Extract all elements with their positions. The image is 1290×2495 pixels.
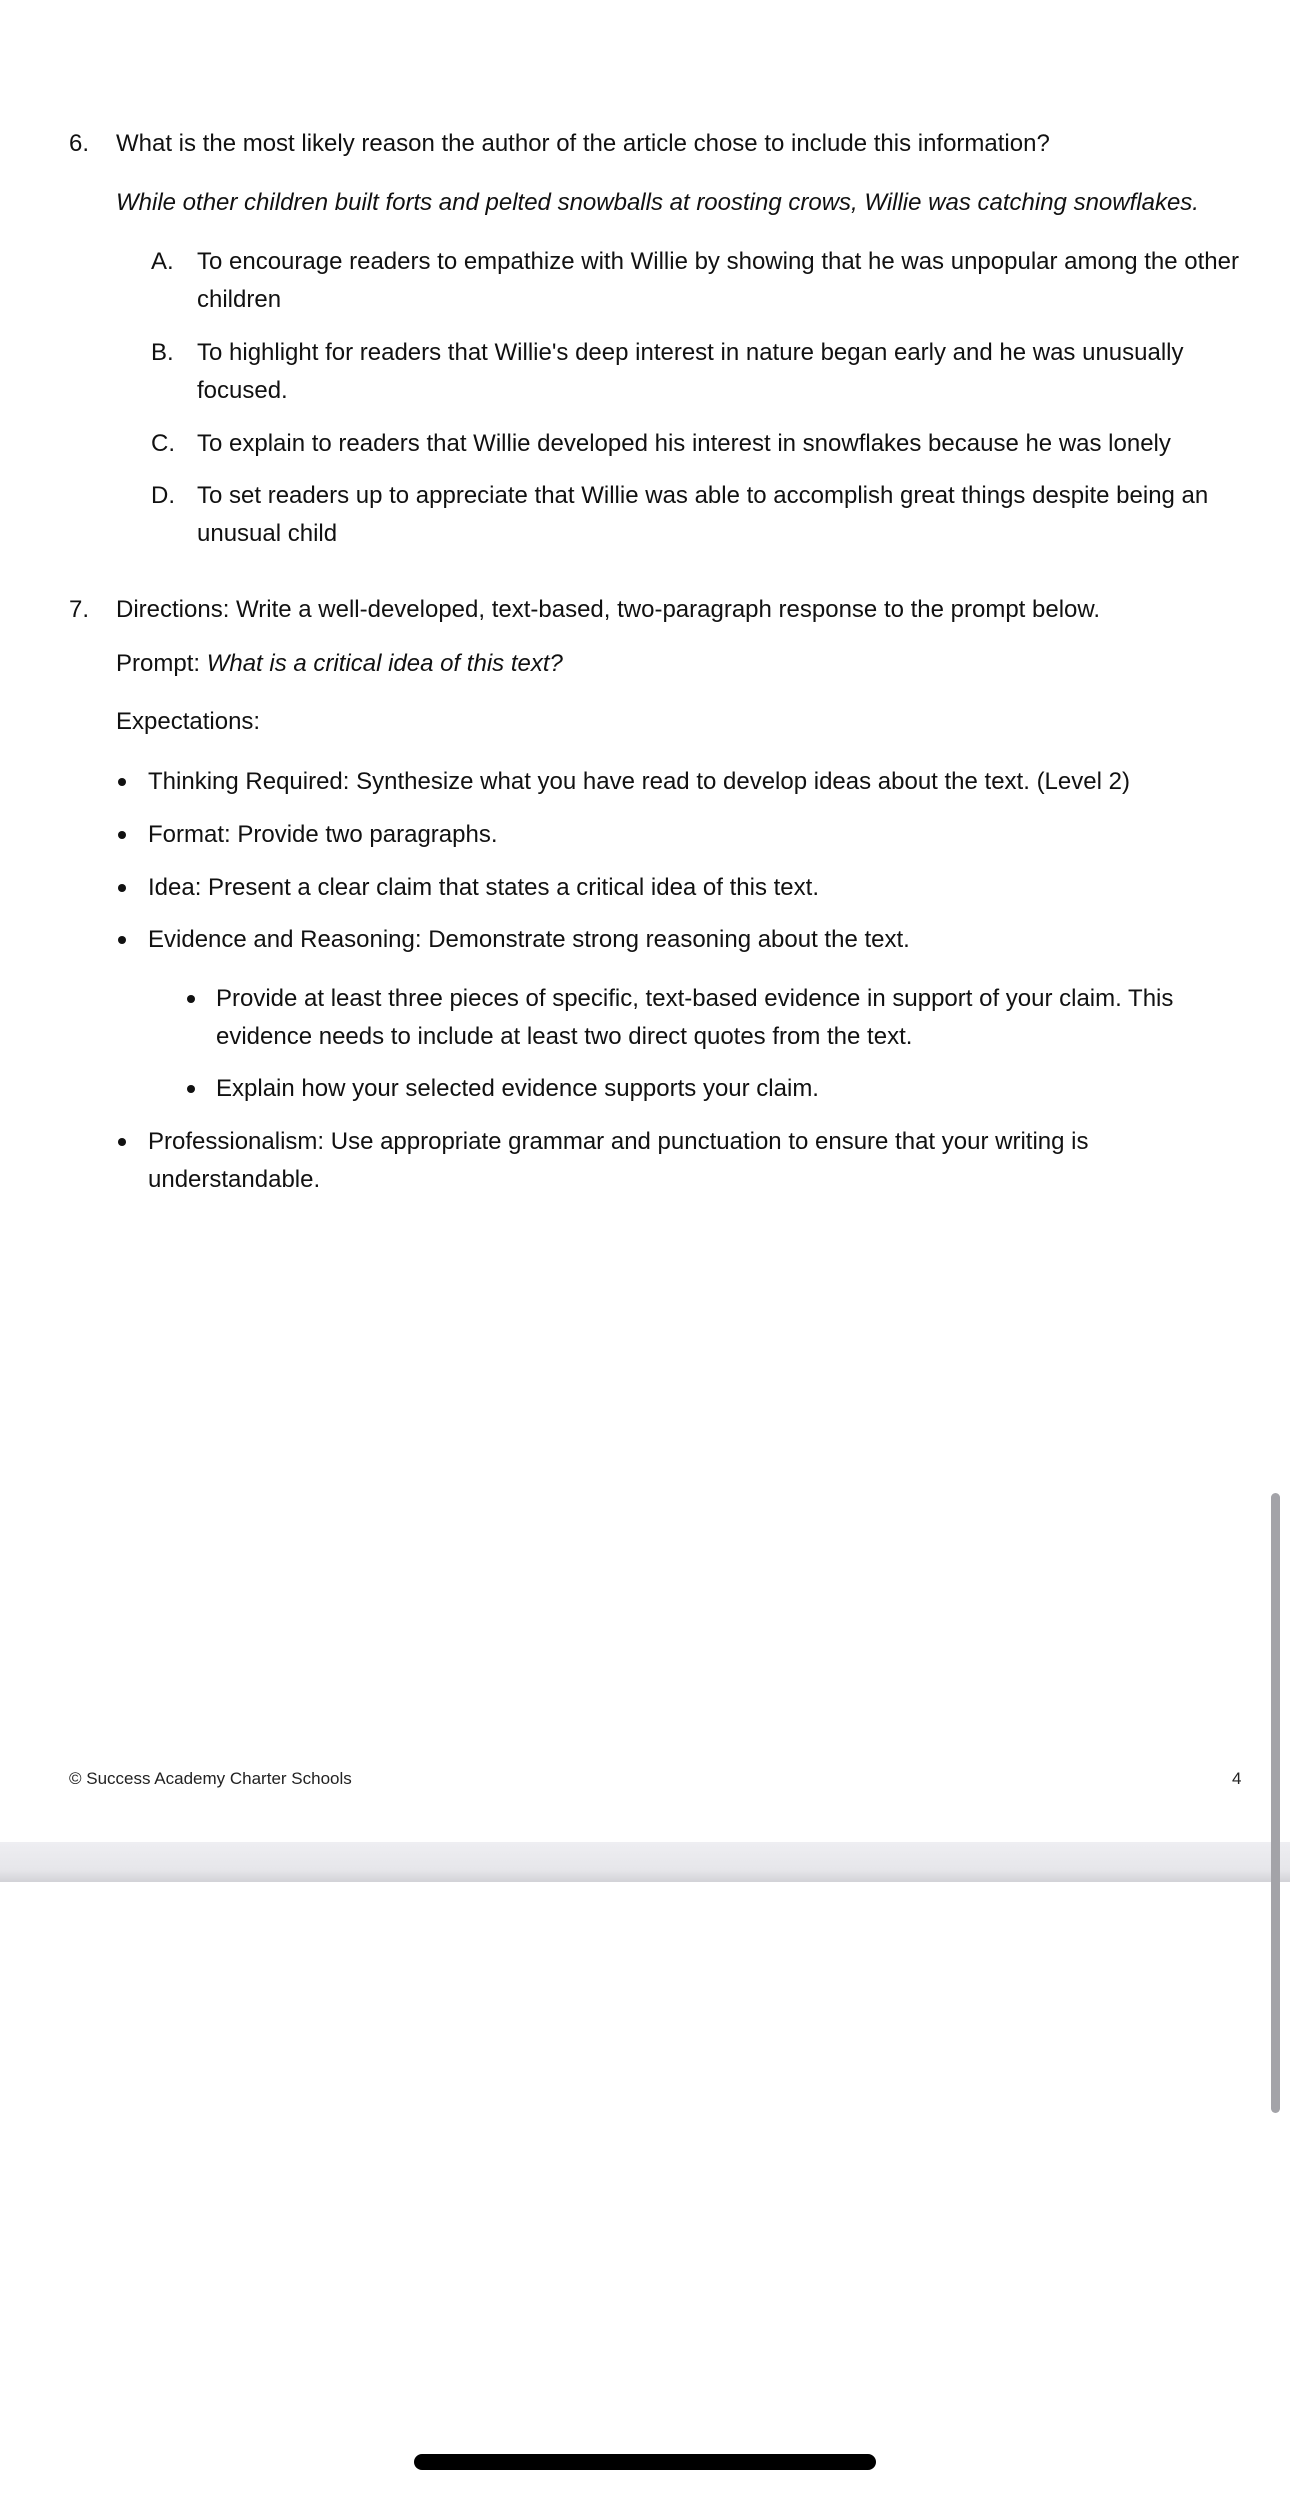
footer-copyright: © Success Academy Charter Schools [69, 1769, 352, 1788]
option-c-letter: C. [151, 430, 175, 457]
question-7-directions: Directions: Write a well-developed, text-based, two-paragraph response to the prompt below. [116, 596, 1101, 623]
sub-bullet-icon [187, 1085, 195, 1093]
prompt-text: What is a critical idea of this text? [206, 650, 563, 677]
option-d-text: To set readers up to appreciate that Willie was able to accomplish great things despite being an [197, 482, 1209, 509]
bullet-icon [118, 936, 126, 944]
bullet-icon [118, 884, 126, 892]
option-a-text-cont: children [197, 286, 282, 313]
expectation-format: Format: Provide two paragraphs. [148, 821, 498, 848]
question-6-text: What is the most likely reason the author of the article chose to include this information? [116, 130, 1050, 157]
sub-expectation-evidence-cont: evidence needs to include at least two direct quotes from the text. [216, 1023, 913, 1050]
expectation-evidence: Evidence and Reasoning: Demonstrate strong reasoning about the text. [148, 926, 910, 953]
option-b-text: To highlight for readers that Willie's deep interest in nature began early and he was unusually [197, 339, 1184, 366]
bullet-icon [118, 778, 126, 786]
page-separator [0, 1842, 1290, 1882]
sub-expectation-explain: Explain how your selected evidence supports your claim. [216, 1075, 819, 1102]
option-a-text: To encourage readers to empathize with Willie by showing that he was unpopular among the other [197, 248, 1239, 275]
expectation-idea: Idea: Present a clear claim that states a critical idea of this text. [148, 874, 819, 901]
question-6-quote: While other children built forts and pelted snowballs at roosting crows, Willie was catching snowflakes. [116, 189, 1199, 216]
expectation-thinking: Thinking Required: Synthesize what you have read to develop ideas about the text. (Level 2) [148, 768, 1130, 795]
question-6-number: 6. [69, 130, 90, 157]
sub-bullet-icon [187, 995, 195, 1003]
bullet-icon [118, 1138, 126, 1146]
expectation-professionalism: Professionalism: Use appropriate grammar and punctuation to ensure that your writing is [148, 1128, 1089, 1155]
scrollbar[interactable] [1271, 1493, 1280, 2113]
option-a-letter: A. [151, 248, 174, 275]
option-c-text: To explain to readers that Willie developed his interest in snowflakes because he was lonely [197, 430, 1171, 457]
question-7-number: 7. [69, 596, 90, 623]
bullet-icon [118, 831, 126, 839]
option-d-letter: D. [151, 482, 175, 509]
option-d-text-cont: unusual child [197, 520, 338, 547]
option-b-letter: B. [151, 339, 174, 366]
question-7-prompt [116, 645, 563, 683]
option-b-text-cont: focused. [197, 377, 288, 404]
prompt-label: Prompt: [116, 650, 207, 677]
expectations-label: Expectations: [116, 708, 261, 735]
home-indicator[interactable] [414, 2454, 876, 2470]
expectation-professionalism-cont: understandable. [148, 1166, 321, 1193]
sub-expectation-evidence: Provide at least three pieces of specific, text-based evidence in support of your claim. This [216, 985, 1174, 1012]
page-number: 4 [1232, 1769, 1242, 1788]
